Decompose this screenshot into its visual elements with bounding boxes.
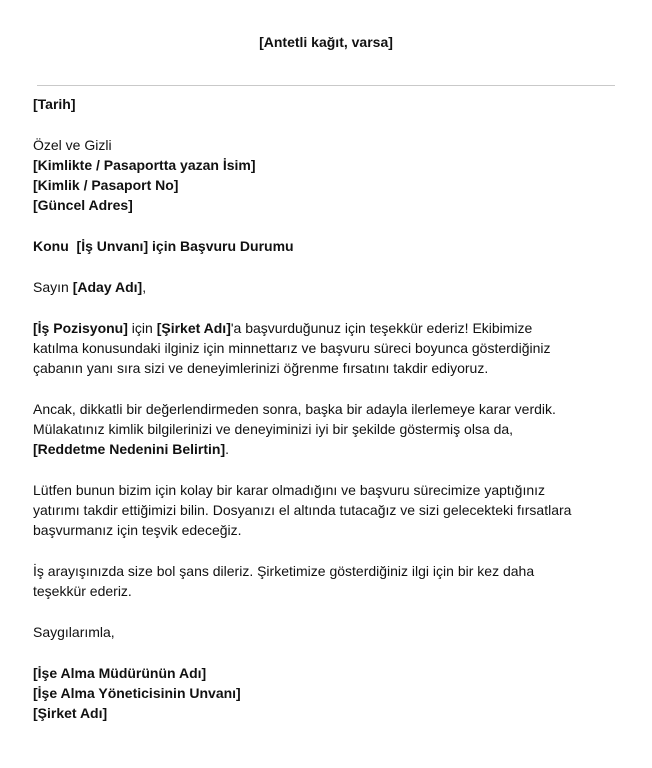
spacer xyxy=(33,378,623,399)
greeting-punct: , xyxy=(142,279,147,295)
signature-manager-title: [İşe Alma Yöneticisinin Unvanı] xyxy=(33,685,241,701)
spacer xyxy=(33,297,623,318)
letterhead: [Antetli kağıt, varsa] xyxy=(259,34,393,50)
company-placeholder: [Şirket Adı] xyxy=(156,320,231,336)
signature-block xyxy=(33,663,623,723)
signature-company: [Şirket Adı] xyxy=(33,705,108,721)
recipient-id: [Kimlik / Pasaport No] xyxy=(33,177,179,193)
subject-prefix: Konu xyxy=(33,238,69,254)
position-placeholder: [İş Pozisyonu] xyxy=(33,320,128,336)
candidate-name: [Aday Adı] xyxy=(72,279,143,295)
paragraph-decision: Ancak, dikkatli bir değerlendirmeden sonra, başka bir adayla ilerlemeye karar verdik. Mülakatınız kimlik bilgilerinizi ve deneyiminizi iyi bir şekilde göstermiş olsa da, [Reddetme Nedenini Belirtin]. xyxy=(33,401,556,457)
header-divider xyxy=(37,85,615,86)
greeting-salutation: Sayın xyxy=(33,279,69,295)
spacer xyxy=(33,601,623,622)
spacer xyxy=(33,256,623,277)
subject-line xyxy=(33,236,623,256)
confidential-label: Özel ve Gizli xyxy=(33,137,112,153)
reason-placeholder: [Reddetme Nedenini Belirtin] xyxy=(33,441,226,457)
subject-suffix: için Başvuru Durumu xyxy=(152,238,294,254)
subject-position: [İş Unvanı] xyxy=(76,238,149,254)
recipient-address: [Güncel Adres] xyxy=(33,197,133,213)
spacer xyxy=(33,114,623,135)
spacer xyxy=(33,540,623,561)
date-line xyxy=(33,94,623,114)
letter-body xyxy=(33,94,623,723)
recipient-name: [Kimlikte / Pasaportta yazan İsim] xyxy=(33,157,256,173)
paragraph-thanks: [İş Pozisyonu] için [Şirket Adı]'a başvurduğunuz için teşekkür ederiz! Ekibimize katılma konusundaki ilginiz için minnettarız ve başvuru süreci boyunca gösterdiğiniz çabanın yanı sıra sizi ve deneyimlerinizi öğrenme fırsatını takdir ediyoruz. xyxy=(33,320,551,376)
signature-manager-name: [İşe Alma Müdürünün Adı] xyxy=(33,665,207,681)
closing-line: Saygılarımla, xyxy=(33,624,115,640)
spacer xyxy=(33,642,623,663)
date-placeholder: [Tarih] xyxy=(33,96,76,112)
spacer xyxy=(33,459,623,480)
spacer xyxy=(33,215,623,236)
paragraph-wishes: İş arayışınızda size bol şans dileriz. Şirketimize gösterdiğiniz ilgi için bir kez daha teşekkür ederiz. xyxy=(33,563,535,599)
recipient-block xyxy=(33,135,623,215)
greeting-line xyxy=(33,277,623,297)
paragraph-appreciation: Lütfen bunun bizim için kolay bir karar olmadığını ve başvuru sürecimize yaptığınız yatırımı takdir ettiğimizi bilin. Dosyanızı el altında tutacağız ve sizi gelecekteki fırsatlara başvurmanız için teşvik edeceğiz. xyxy=(33,482,572,538)
